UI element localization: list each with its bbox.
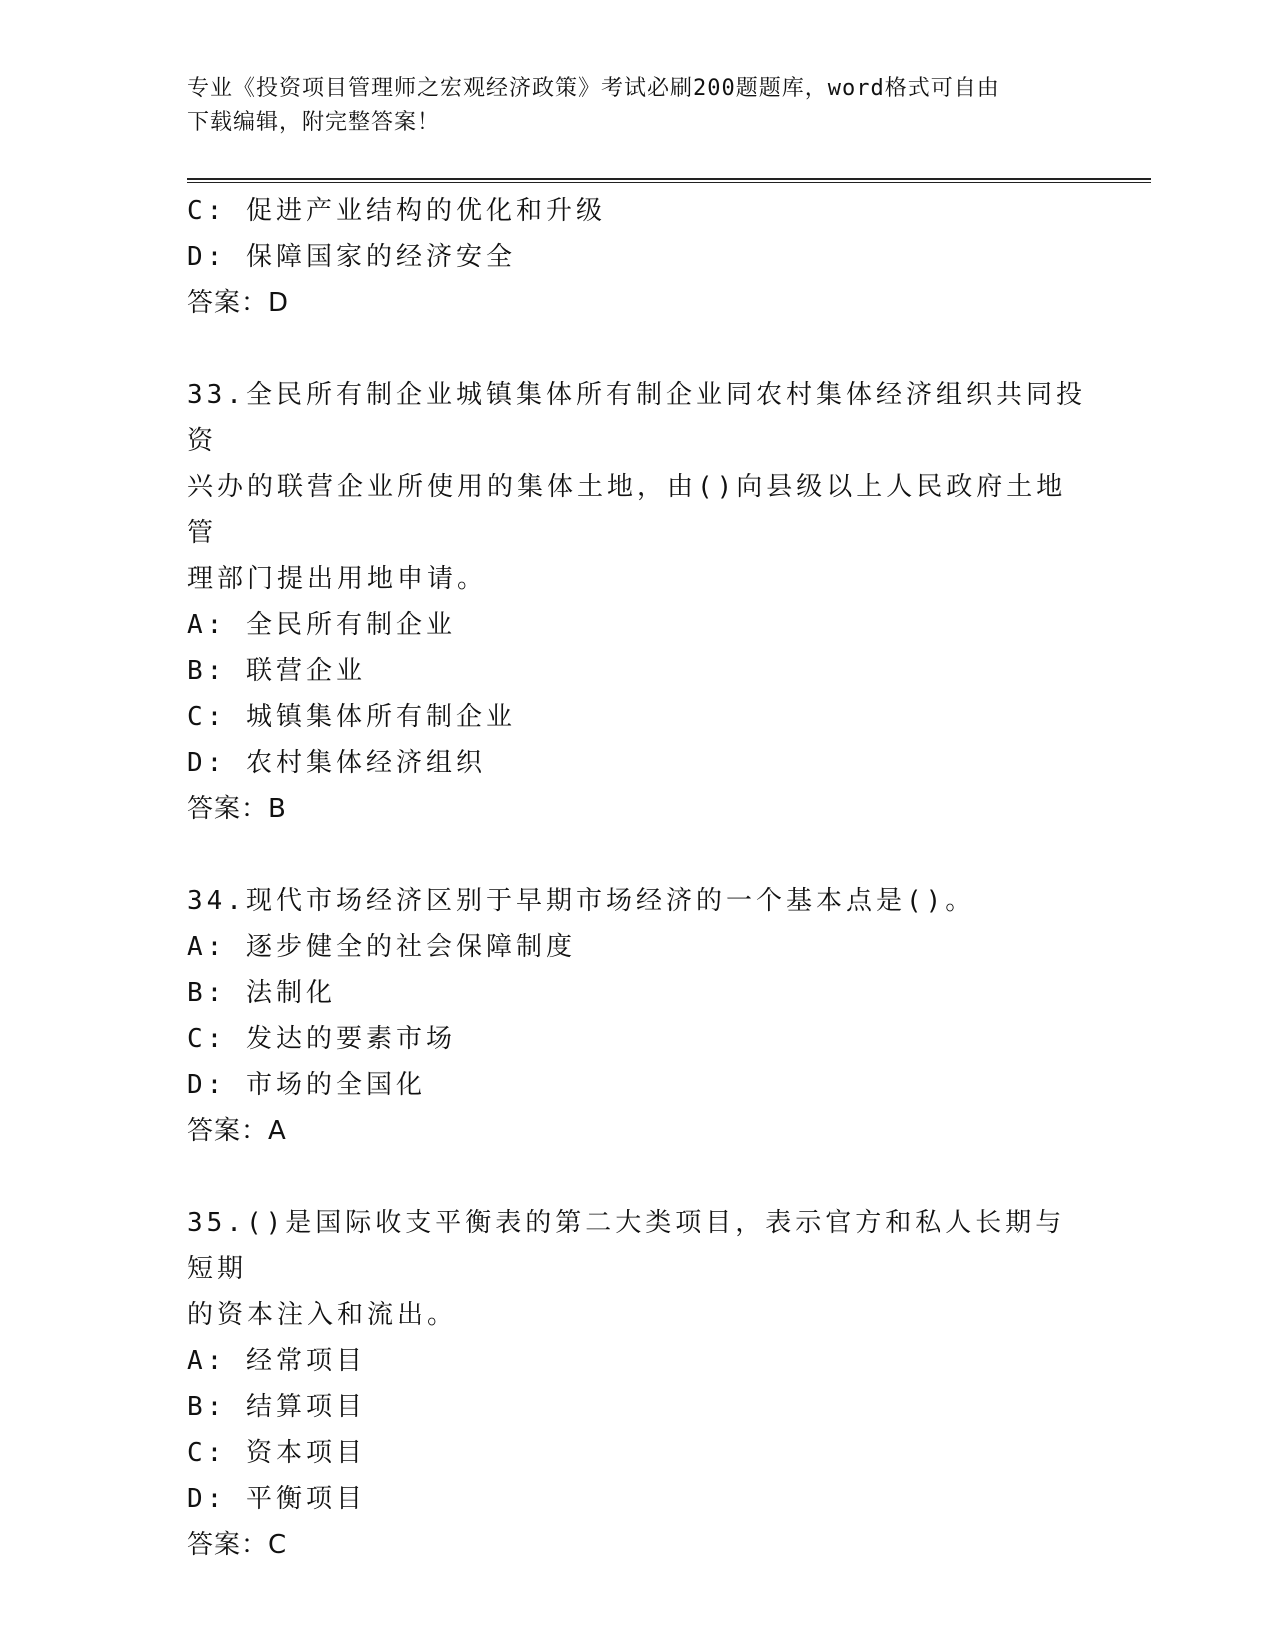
option-c: C: 城镇集体所有制企业 (187, 702, 516, 732)
option-d: D: 保障国家的经济安全 (187, 242, 516, 272)
question-text-line: 兴办的联营企业所使用的集体土地，由()向县级以上人民政府土地管 (187, 472, 1067, 548)
question-33 (187, 372, 1087, 832)
question-35 (187, 1200, 1087, 1568)
question-34 (187, 878, 1087, 1154)
question-text-line: 的资本注入和流出。 (187, 1300, 458, 1330)
answer-line: 答案：B (187, 794, 287, 824)
previous-question-tail (187, 188, 1087, 326)
option-a: A: 逐步健全的社会保障制度 (187, 932, 576, 962)
option-d: D: 农村集体经济组织 (187, 748, 486, 778)
header-line-1: 专业《投资项目管理师之宏观经济政策》考试必刷200题题库，word格式可自由 (187, 76, 1000, 101)
answer-line: 答案：C (187, 1530, 288, 1560)
option-b: B: 联营企业 (187, 656, 366, 686)
question-text-line: 理部门提出用地申请。 (187, 564, 488, 594)
question-text-line: 33.全民所有制企业城镇集体所有制企业同农村集体经济组织共同投资 (187, 380, 1086, 456)
question-text-line: 34.现代市场经济区别于早期市场经济的一个基本点是()。 (187, 886, 976, 916)
option-d: D: 平衡项目 (187, 1484, 366, 1514)
question-list (187, 188, 1087, 1568)
header-line-2: 下载编辑，附完整答案！ (187, 110, 441, 135)
option-b: B: 结算项目 (187, 1392, 366, 1422)
option-c: C: 资本项目 (187, 1438, 366, 1468)
option-c: C: 促进产业结构的优化和升级 (187, 196, 606, 226)
option-d: D: 市场的全国化 (187, 1070, 426, 1100)
option-b: B: 法制化 (187, 978, 336, 1008)
header-divider (187, 178, 1151, 183)
spacer (187, 1154, 1087, 1200)
option-c: C: 发达的要素市场 (187, 1024, 456, 1054)
option-a: A: 经常项目 (187, 1346, 366, 1376)
document-header (187, 72, 1067, 140)
answer-line: 答案：D (187, 288, 290, 318)
answer-line: 答案：A (187, 1116, 287, 1146)
option-a: A: 全民所有制企业 (187, 610, 456, 640)
question-text-line: 35.()是国际收支平衡表的第二大类项目，表示官方和私人长期与短期 (187, 1208, 1066, 1284)
spacer (187, 832, 1087, 878)
spacer (187, 326, 1087, 372)
